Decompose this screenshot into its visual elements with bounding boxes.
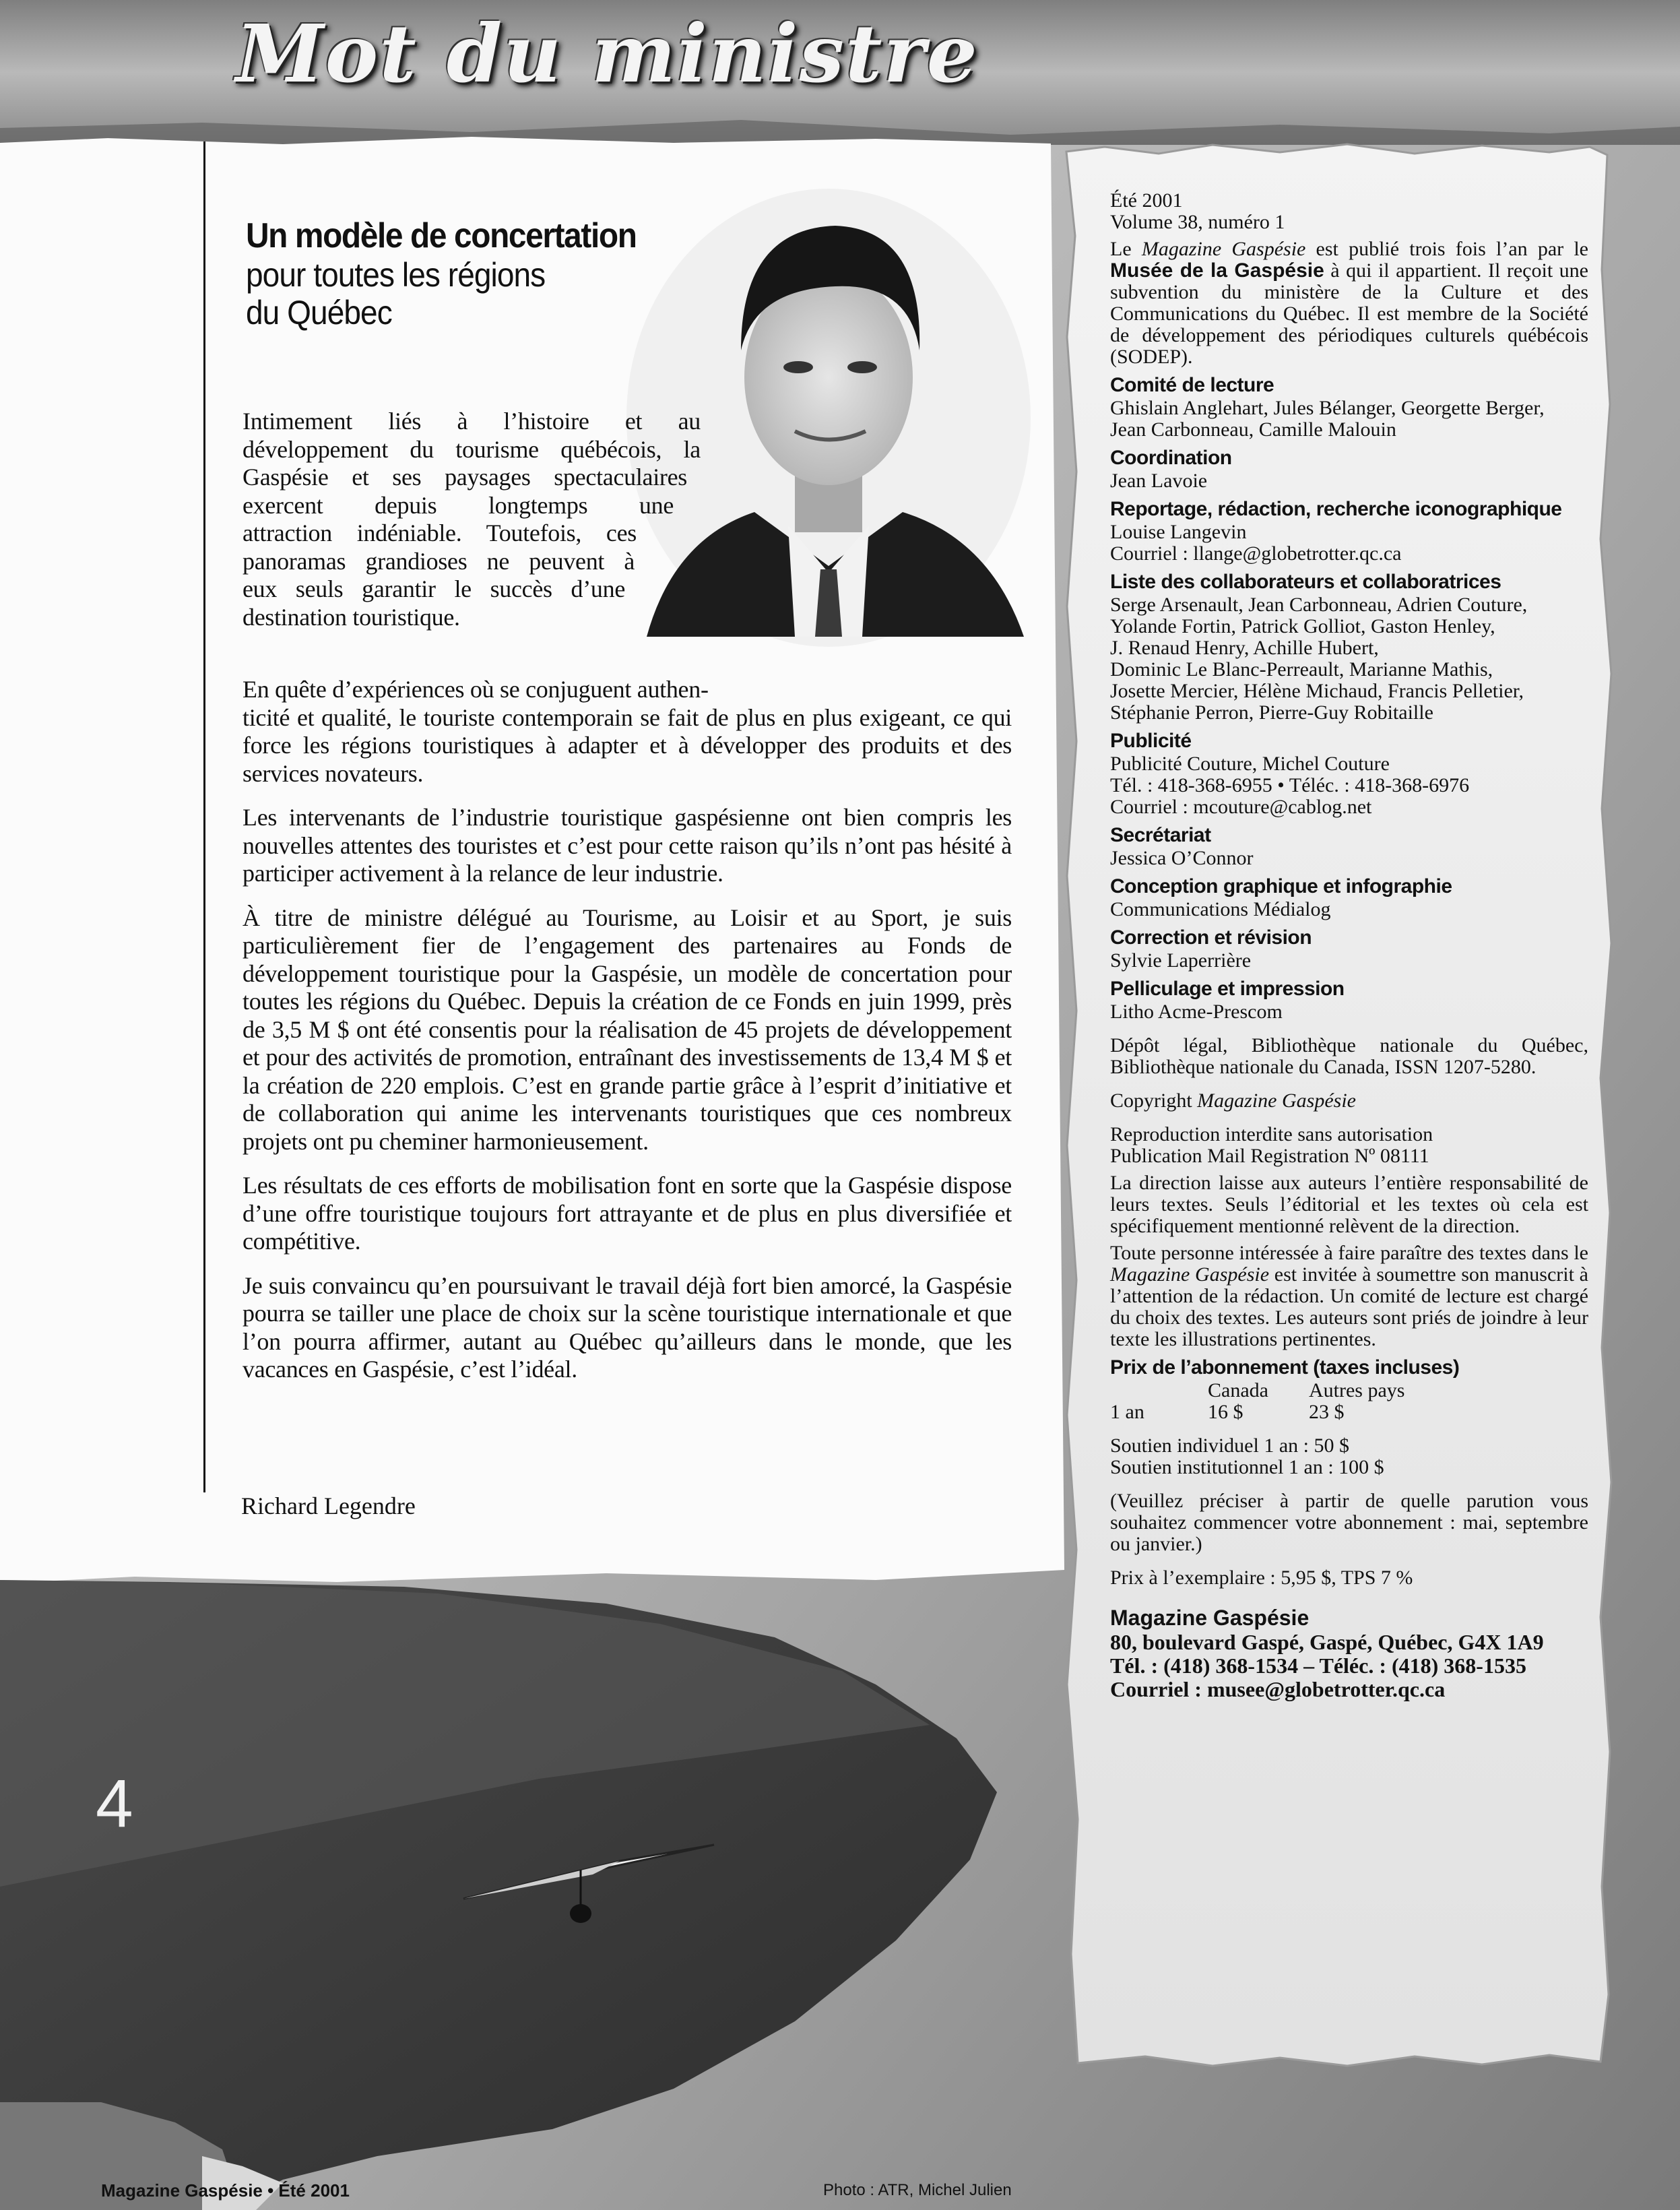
magazine-contact xyxy=(1110,1605,1588,1701)
price-header-other: Autres pays xyxy=(1309,1379,1405,1401)
section-heading: Liste des collaborateurs et collaboratrices xyxy=(1110,571,1501,593)
section-line: Serge Arsenault, Jean Carbonneau, Adrien Couture, xyxy=(1110,594,1528,616)
section-line: Litho Acme-Prescom xyxy=(1110,1001,1283,1023)
column-rule xyxy=(203,141,205,1492)
section-heading: Conception graphique et infographie xyxy=(1110,875,1452,897)
photo-credit: Photo : ATR, Michel Julien xyxy=(823,2181,1012,2199)
publisher-text-c: à qui il appartient. Il reçoit une subvention du ministère de la Culture et des Communications du Québec. Il est membre de la Société de développement des périodiques culturels québécois (SODEP). xyxy=(1110,259,1588,368)
page-number: 4 xyxy=(96,1766,133,1841)
section-heading: Correction et révision xyxy=(1110,926,1312,949)
price-header-canada: Canada xyxy=(1208,1379,1268,1401)
intro-line: destination touristique. xyxy=(243,603,460,631)
section-line: Josette Mercier, Hélène Michaud, Francis Pelletier, xyxy=(1110,680,1524,702)
magazine-phone: Tél. : (418) 368-1534 – Téléc. : (418) 368-1535 xyxy=(1110,1653,1526,1678)
support-individual: Soutien individuel 1 an : 50 $ xyxy=(1110,1434,1349,1457)
submission-text-b: est invitée à soumettre son manuscrit à l’attention de la rédaction. Un comité de lecture est chargé du choix des textes. Les auteurs sont priés de joindre à leur texte les illustrations pertinentes. xyxy=(1110,1263,1588,1350)
price-header-empty xyxy=(1110,1380,1208,1401)
section-line: Jean Lavoie xyxy=(1110,470,1208,492)
section-line: Communications Médialog xyxy=(1110,898,1331,920)
section-heading: Publicité xyxy=(1110,730,1192,752)
article-body xyxy=(243,676,1012,1400)
magazine-address: 80, boulevard Gaspé, Gaspé, Québec, G4X 1A9 xyxy=(1110,1630,1544,1654)
direction-notice: La direction laisse aux auteurs l’entière responsabilité de leurs textes. Seuls l’éditorial et les textes où cela est spécifiquement mentionné relèvent de la direction. xyxy=(1110,1172,1588,1237)
headline-bold: Un modèle de concertation xyxy=(246,216,637,255)
contact-email: Courriel : llange@globetrotter.qc.ca xyxy=(1110,542,1402,565)
price-row-canada: 16 $ xyxy=(1208,1401,1243,1423)
intro-line: Intimement liés à l’histoire et au xyxy=(243,408,701,435)
legal-deposit: Dépôt légal, Bibliothèque nationale du Québec, Bibliothèque nationale du Canada, ISSN 1207-5280. xyxy=(1110,1034,1588,1078)
headline-line-1: pour toutes les régions xyxy=(246,256,546,294)
section-heading: Pelliculage et impression xyxy=(1110,978,1345,1000)
mail-registration: Publication Mail Registration Nº 08111 xyxy=(1110,1145,1429,1167)
section-heading: Secrétariat xyxy=(1110,824,1211,846)
article-headline xyxy=(246,216,744,332)
issue-season: Été 2001 xyxy=(1110,189,1183,212)
single-copy-price: Prix à l’exemplaire : 5,95 $, TPS 7 % xyxy=(1110,1567,1413,1589)
paragraph-5: Les résultats de ces efforts de mobilisation font en sorte que la Gaspésie dispose d’une offre touristique toujours fort attrayante et de plus en plus diversifiée et compétitive. xyxy=(243,1172,1012,1255)
copyright-magazine-name: Magazine Gaspésie xyxy=(1197,1090,1356,1112)
copyright-text: Copyright xyxy=(1110,1090,1198,1112)
paragraph-2: ticité et qualité, le touriste contemporain se fait de plus en plus exigeant, ce qui force les régions touristiques à adapter et à développer des produits et des services novateurs. xyxy=(243,703,1012,787)
submission-magazine-name: Magazine Gaspésie xyxy=(1110,1263,1270,1286)
intro-line: panoramas grandioses ne peuvent à xyxy=(243,547,635,575)
price-row-label: 1 an xyxy=(1110,1401,1144,1423)
paragraph-3: Les intervenants de l’industrie touristique gaspésienne ont bien compris les nouvelles attentes des touristes et c’est pour cette raison qu’ils n’ont pas hésité à participer activement à la relance de leur industrie. xyxy=(243,804,1012,887)
signature: Richard Legendre xyxy=(241,1492,416,1519)
section-line: Jean Carbonneau, Camille Malouin xyxy=(1110,418,1396,441)
section-line: Ghislain Anglehart, Jules Bélanger, Georgette Berger, xyxy=(1110,397,1545,419)
submission-text-a: Toute personne intéressée à faire paraître des textes dans le xyxy=(1110,1242,1588,1264)
price-row xyxy=(1110,1401,1588,1423)
support-institutional: Soutien institutionnel 1 an : 100 $ xyxy=(1110,1456,1384,1478)
paragraph-6: Je suis convaincu qu’en poursuivant le travail déjà fort bien amorcé, la Gaspésie pourra se tailler une place de choix sur la scène touristique internationale et que l’on pourra affirmer, autant au Québec qu’ailleurs dans le monde, que les vacances en Gaspésie, c’est l’idéal. xyxy=(243,1271,1012,1383)
section-heading: Coordination xyxy=(1110,447,1232,469)
intro-line: Gaspésie et ses paysages spectaculaires xyxy=(243,464,687,491)
paragraph-4: À titre de ministre délégué au Tourisme, au Loisir et au Sport, je suis particulièrement fier de l’engagement des partenaires au Fonds de développement touristique pour la Gaspésie, un modèle de concertation pour toutes les régions du Québec. Depuis la création de ce Fonds en juin 1999, près de 3,5 M $ ont été consentis pour la réalisation de 45 projets de développement et pour des activités de promotion, entraînant des investissements de 13,4 M $ et la création de 220 emplois. C’est en grande partie grâce à l’esprit d’initiative et de collaboration qui anime les intervenants touristiques que ces nombreux projets ont pu cheminer harmonieusement. xyxy=(243,904,1012,1155)
section-line: Sylvie Laperrière xyxy=(1110,949,1252,972)
subscription-note: (Veuillez préciser à partir de quelle parution vous souhaitez commencer votre abonnement : mai, septembre ou janvier.) xyxy=(1110,1490,1588,1555)
contact-phone: Tél. : 418-368-6955 • Téléc. : 418-368-6976 xyxy=(1110,774,1470,796)
copyright xyxy=(1110,1090,1588,1112)
issue-volume: Volume 38, numéro 1 xyxy=(1110,211,1285,233)
section-line: Dominic Le Blanc-Perreault, Marianne Mathis, xyxy=(1110,658,1493,681)
section-line: Louise Langevin xyxy=(1110,521,1247,543)
publisher-statement xyxy=(1110,239,1588,368)
intro-line: exercent depuis longtemps une xyxy=(243,491,674,519)
section-heading: Comité de lecture xyxy=(1110,374,1274,396)
section-line: J. Renaud Henry, Achille Hubert, xyxy=(1110,637,1379,659)
section-heading: Prix de l’abonnement (taxes incluses) xyxy=(1110,1356,1460,1379)
submission-notice xyxy=(1110,1242,1588,1350)
publisher-museum-name: Musée de la Gaspésie xyxy=(1110,259,1324,282)
price-header-row xyxy=(1110,1380,1588,1401)
section-line: Yolande Fortin, Patrick Golliot, Gaston Henley, xyxy=(1110,615,1495,637)
page-header-title: Mot du ministre xyxy=(236,7,979,100)
contact-email: Courriel : mcouture@cablog.net xyxy=(1110,796,1372,818)
publisher-magazine-name: Magazine Gaspésie xyxy=(1141,238,1306,260)
reproduction-notice: Reproduction interdite sans autorisation xyxy=(1110,1123,1433,1145)
publisher-text-a: Le xyxy=(1110,238,1142,260)
magazine-email: Courriel : musee@globetrotter.qc.ca xyxy=(1110,1677,1446,1701)
section-heading: Reportage, rédaction, recherche iconographique xyxy=(1110,498,1562,520)
price-row-other: 23 $ xyxy=(1309,1401,1345,1423)
intro-line: développement du tourisme québécois, la xyxy=(243,435,701,463)
magazine-name: Magazine Gaspésie xyxy=(1110,1606,1310,1630)
intro-line: eux seuls garantir le succès d’une xyxy=(243,575,625,602)
article-intro xyxy=(243,408,701,631)
paragraph-2-first-line: En quête d’expériences où se conjuguent authen- xyxy=(243,676,709,703)
headline-line-2: du Québec xyxy=(246,294,392,332)
footer-issue: Magazine Gaspésie • Été 2001 xyxy=(101,2180,350,2201)
section-line: Jessica O’Connor xyxy=(1110,847,1254,869)
section-line: Publicité Couture, Michel Couture xyxy=(1110,753,1390,775)
section-line: Stéphanie Perron, Pierre-Guy Robitaille xyxy=(1110,701,1433,724)
intro-line: attraction indéniable. Toutefois, ces xyxy=(243,519,637,546)
masthead xyxy=(1110,190,1588,1701)
publisher-text-b: est publié trois fois l’an par le xyxy=(1305,238,1588,260)
